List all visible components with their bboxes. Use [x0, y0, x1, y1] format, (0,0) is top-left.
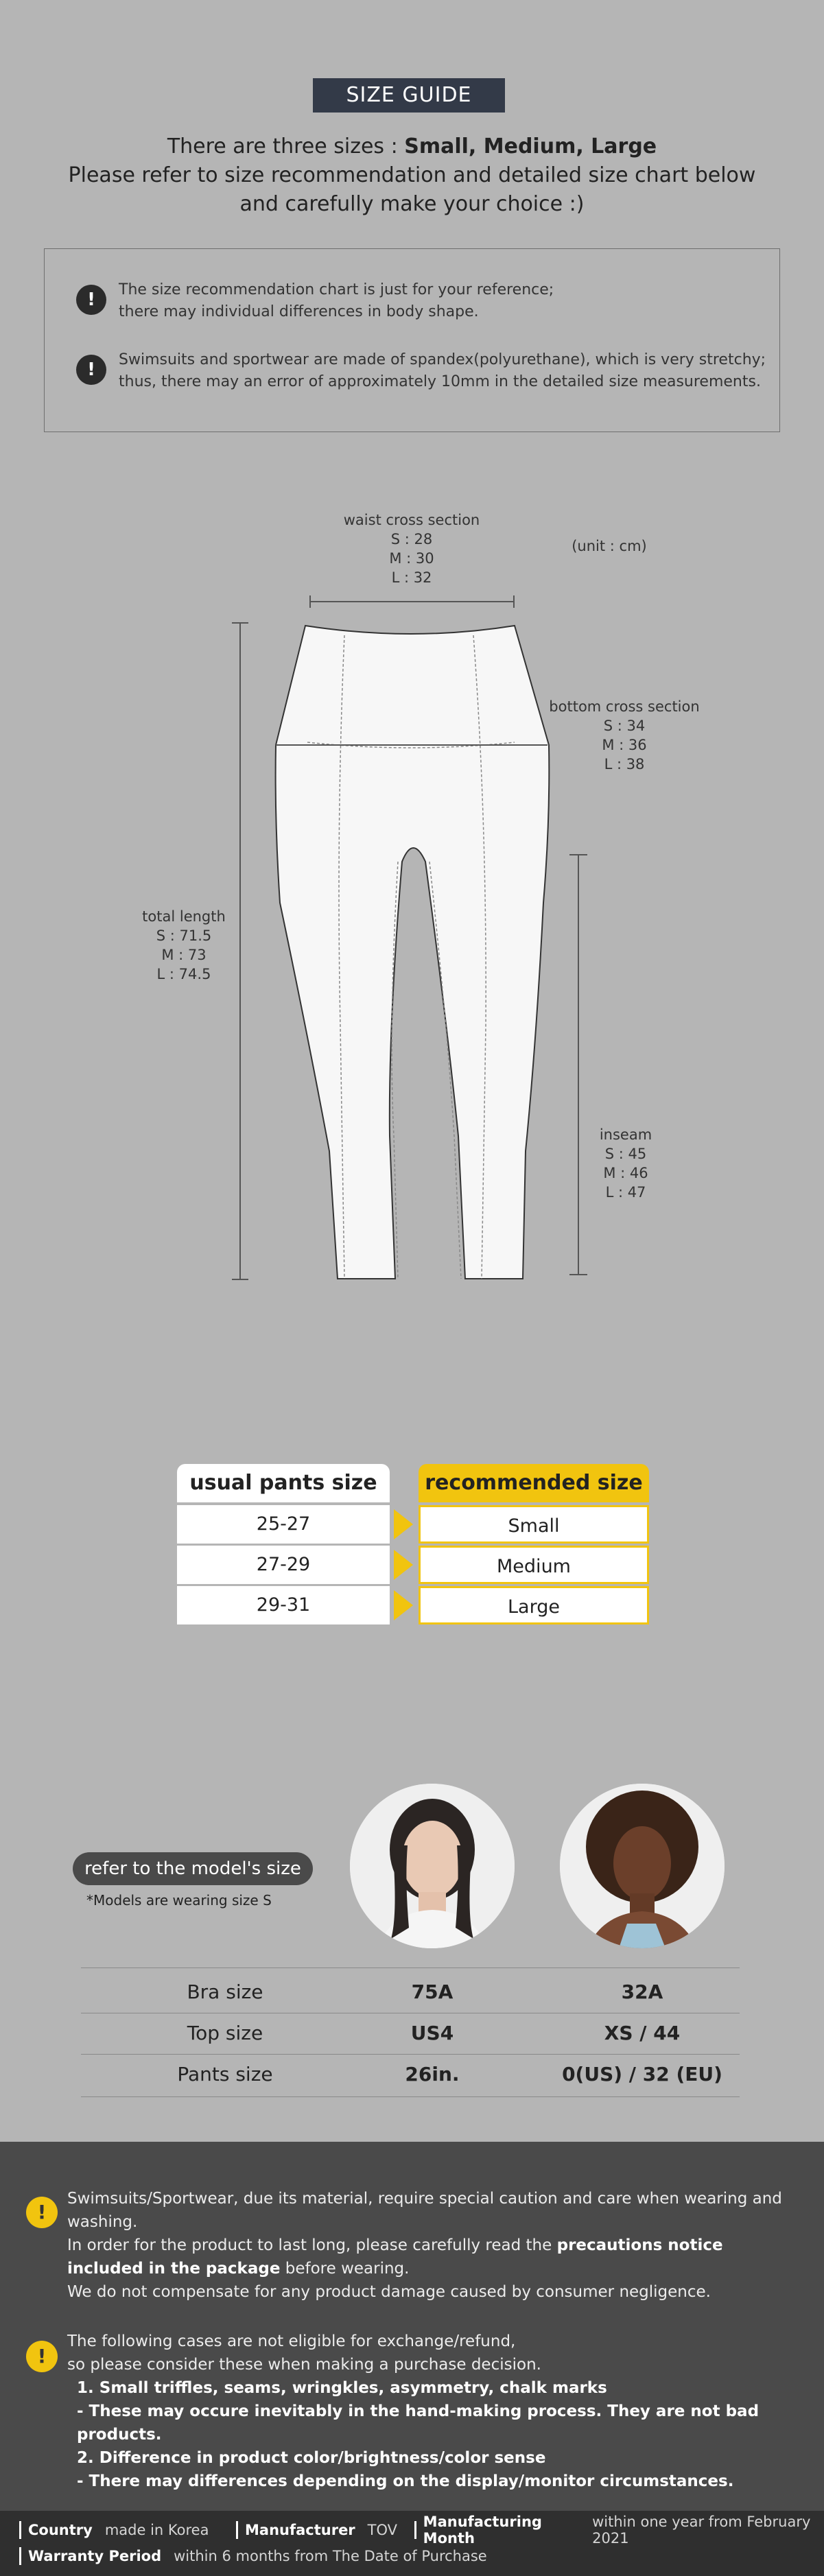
exclamation-icon: ! [76, 355, 106, 385]
inseam-label [585, 1125, 667, 1202]
exclamation-icon: ! [76, 285, 106, 315]
waist-s: S : 28 [390, 531, 433, 547]
care-block-2 [67, 2330, 824, 2493]
footer-warranty-label: Warranty Period [28, 2548, 162, 2564]
care-b1-line1: Swimsuits/Sportwear, due its material, require special caution and care when wearing and washing. [67, 2190, 782, 2231]
footer [0, 2511, 824, 2576]
usual-size-cell: 27-29 [177, 1546, 390, 1584]
inseam-s: S : 45 [604, 1146, 647, 1162]
arrow-icon [394, 1509, 413, 1539]
footer-bar [414, 2521, 416, 2539]
inseam-m: M : 46 [603, 1165, 648, 1181]
total-s: S : 71.5 [156, 927, 212, 944]
waist-measure-tick-left [309, 595, 311, 608]
model-note: *Models are wearing size S [86, 1892, 272, 1909]
notice-text-2a: Swimsuits and sportwear are made of spandex(polyurethane), which is very stretchy; [119, 351, 766, 368]
usual-size-cell: 29-31 [177, 1586, 390, 1624]
notice-text-2 [119, 349, 766, 393]
care-b1-line2-text: In order for the product to last long, please carefully read the [67, 2236, 557, 2254]
bottom-s: S : 34 [603, 718, 646, 734]
inseam-tick-top [569, 854, 587, 855]
care-b2-line2: so please consider these when making a purchase decision. [67, 2356, 541, 2374]
care-b2-line3: 1. Small triffles, seams, wringkles, asymmetry, chalk marks [77, 2379, 607, 2397]
bottom-m: M : 36 [602, 737, 647, 753]
model-size-pill: refer to the model's size [73, 1852, 313, 1885]
care-b1-line2-bold: precautions notice [556, 2236, 723, 2254]
care-b1-line2 [67, 2234, 824, 2257]
care-b1-line3-bold: included in the package [67, 2260, 281, 2278]
notice-text-1b: there may individual differences in body shape. [119, 303, 479, 320]
footer-bar [236, 2521, 238, 2539]
waist-title: waist cross section [343, 512, 480, 528]
notice-text-2b: thus, there may an error of approximately 10mm in the detailed size measurements. [119, 373, 761, 390]
care-b2-line6: - There may differences depending on the display/monitor circumstances. [77, 2472, 734, 2490]
model-1-value: 75A [411, 1981, 454, 2003]
model-1-portrait [350, 1784, 515, 1948]
care-b1-line3-text: before wearing. [280, 2260, 410, 2278]
footer-manufacturer [236, 2520, 397, 2540]
intro-line-1 [0, 134, 824, 158]
total-length-tick-bottom [232, 1279, 248, 1280]
model-1-value: 26in. [405, 2063, 460, 2085]
total-m: M : 73 [161, 947, 207, 963]
footer-maker-value: TOV [367, 2522, 398, 2538]
model-1-value: US4 [410, 2022, 454, 2044]
notice-text-1a: The size recommendation chart is just for your reference; [119, 281, 554, 298]
arrow-icon [394, 1550, 413, 1580]
arrow-icon [394, 1590, 413, 1620]
model-2-portrait [560, 1784, 725, 1948]
usual-size-cell: 25-27 [177, 1505, 390, 1544]
care-b1-line4: We do not compensate for any product damage caused by consumer negligence. [67, 2283, 711, 2301]
care-section [0, 2142, 824, 2511]
inseam-line [578, 855, 579, 1275]
recommended-size-header: recommended size [419, 1464, 649, 1502]
model-row-label: Top size [187, 2022, 263, 2044]
model-2-value: 0(US) / 32 (EU) [562, 2063, 722, 2085]
footer-bar [19, 2521, 21, 2539]
footer-warranty-value: within 6 months from The Date of Purchase [174, 2548, 487, 2564]
footer-country [19, 2520, 209, 2540]
footer-country-value: made in Korea [104, 2522, 209, 2538]
total-length-line [239, 623, 241, 1280]
bottom-title: bottom cross section [549, 698, 700, 715]
care-b1-line3 [67, 2257, 824, 2280]
notice-item-2 [76, 349, 766, 393]
footer-bar [19, 2547, 21, 2565]
recommended-size-cell: Small [419, 1505, 649, 1544]
care-b2-line1: The following cases are not eligible for exchange/refund, [67, 2332, 516, 2350]
waist-l: L : 32 [391, 569, 432, 586]
footer-maker-label: Manufacturer [245, 2522, 355, 2538]
notice-item-1 [76, 279, 554, 323]
footer-month-label: Manufacturing Month [423, 2514, 542, 2547]
model-2-value: XS / 44 [604, 2022, 681, 2044]
care-b2-line5: 2. Difference in product color/brightness/color sense [77, 2449, 546, 2467]
notice-text-1 [119, 279, 554, 323]
model-2-avatar [560, 1784, 725, 1948]
waist-label [322, 510, 501, 587]
recommended-size-cell: Large [419, 1586, 649, 1624]
intro-prefix: There are three sizes : [167, 134, 405, 158]
warning-icon: ! [26, 2341, 58, 2372]
bottom-label [542, 697, 707, 774]
care-block-1 [67, 2187, 824, 2304]
care-b2-line4: - These may occure inevitably in the hand-making process. They are not bad products. [77, 2402, 760, 2444]
usual-size-header: usual pants size [177, 1464, 390, 1502]
footer-warranty [19, 2547, 487, 2566]
bottom-l: L : 38 [604, 756, 645, 772]
warning-icon: ! [26, 2197, 58, 2228]
footer-country-label: Country [28, 2522, 93, 2538]
notice-box [44, 248, 780, 432]
model-table-divider [81, 2096, 740, 2097]
model-2-value: 32A [621, 1981, 663, 2003]
total-l: L : 74.5 [156, 966, 211, 982]
total-title: total length [142, 908, 226, 925]
recommended-size-cell: Medium [419, 1546, 649, 1584]
bottom-measure-line [276, 744, 548, 746]
waist-measure-line [310, 601, 515, 602]
footer-month-value: within one year from February 2021 [592, 2514, 811, 2547]
inseam-tick-bottom [569, 1274, 587, 1275]
leggings-illustration [268, 615, 556, 1287]
unit-label: (unit : cm) [572, 538, 647, 554]
footer-month [414, 2514, 824, 2547]
waist-measure-tick-right [513, 595, 515, 608]
model-1-avatar [350, 1784, 515, 1948]
model-row-label: Pants size [177, 2063, 273, 2085]
total-length-tick-top [232, 622, 248, 624]
inseam-l: L : 47 [605, 1184, 646, 1201]
intro-line-2: Please refer to size recommendation and detailed size chart below [68, 163, 756, 187]
inseam-title: inseam [599, 1126, 652, 1143]
intro-sizes: Small, Medium, Large [404, 134, 657, 158]
waist-m: M : 30 [389, 550, 434, 567]
size-guide-tag: SIZE GUIDE [313, 78, 505, 113]
total-length-label [129, 907, 239, 984]
model-row-label: Bra size [187, 1981, 263, 2003]
intro-line-3: and carefully make your choice :) [239, 192, 585, 216]
